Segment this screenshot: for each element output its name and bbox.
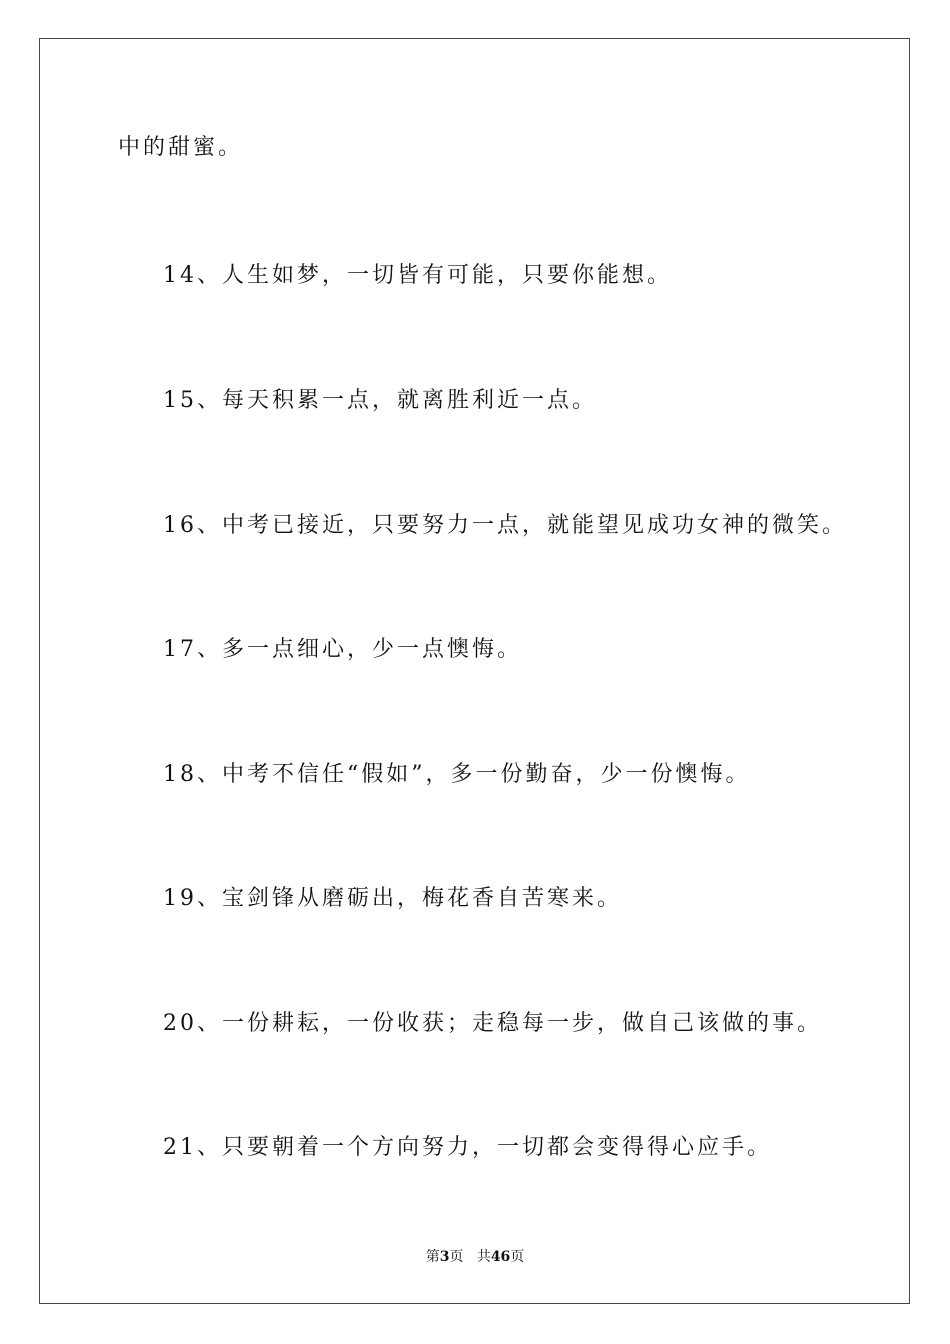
continuation-text: 中的甜蜜。 xyxy=(118,135,244,160)
page-number: 3 xyxy=(439,1249,450,1265)
total-suffix: 页 xyxy=(510,1249,525,1265)
page-suffix: 页 xyxy=(449,1249,464,1265)
quote-15: 15、每天积累一点，就离胜利近一点。 xyxy=(163,388,597,413)
quote-14: 14、人生如梦，一切皆有可能，只要你能想。 xyxy=(163,263,672,288)
page-footer xyxy=(0,1248,950,1266)
total-pages: 46 xyxy=(490,1249,511,1265)
quote-20: 20、一份耕耘，一份收获；走稳每一步，做自己该做的事。 xyxy=(163,1011,822,1036)
page-frame xyxy=(39,38,910,1304)
quote-16: 16、中考已接近，只要努力一点，就能望见成功女神的微笑。 xyxy=(163,513,847,538)
quote-19: 19、宝剑锋从磨砺出，梅花香自苦寒来。 xyxy=(163,886,622,911)
page-prefix: 第 xyxy=(425,1249,440,1265)
quote-21: 21、只要朝着一个方向努力，一切都会变得得心应手。 xyxy=(163,1135,772,1160)
quote-17: 17、多一点细心，少一点懊悔。 xyxy=(163,637,522,662)
quote-18: 18、中考不信任“假如”，多一份勤奋，少一份懊悔。 xyxy=(163,762,751,787)
total-prefix: 共 xyxy=(476,1249,491,1265)
